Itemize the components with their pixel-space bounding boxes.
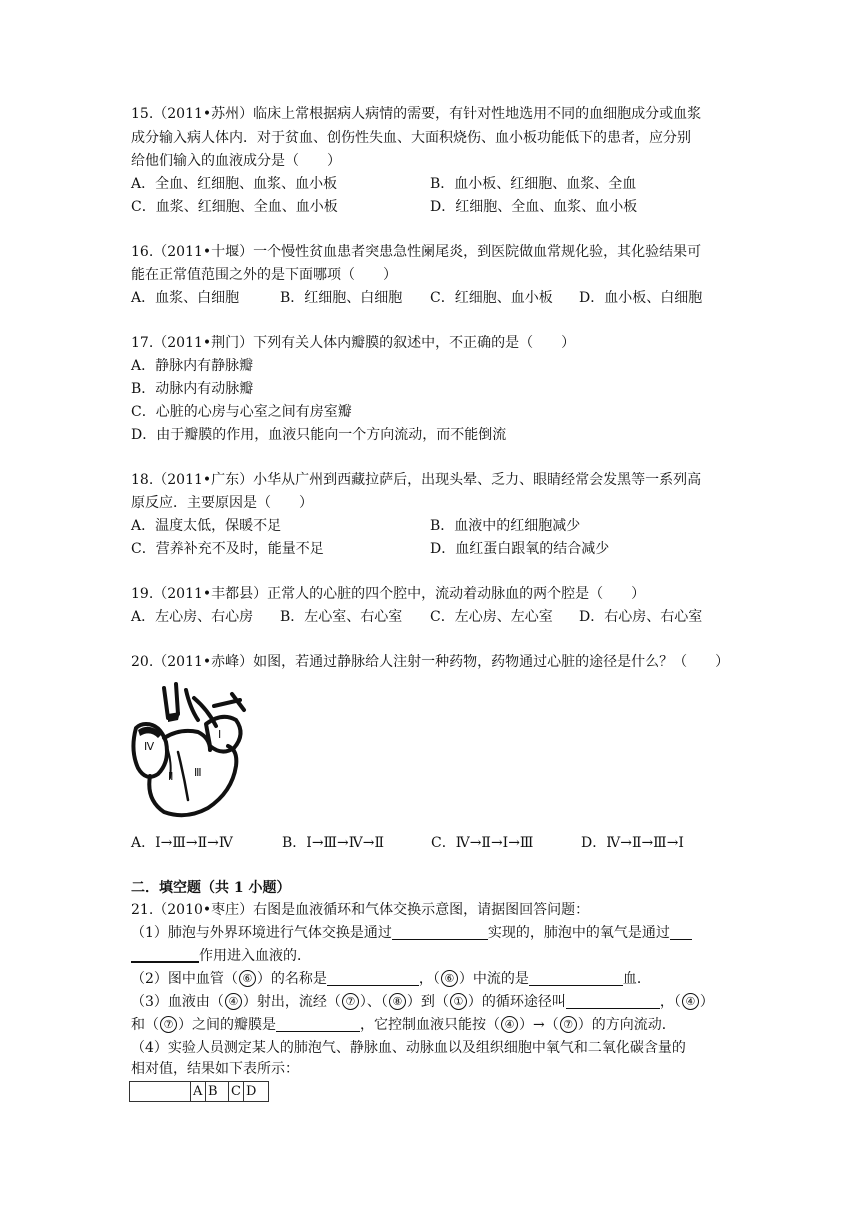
answer-blank[interactable] [276, 1017, 360, 1032]
circled-number: ⑦ [160, 1016, 177, 1033]
table-header: A [191, 1082, 206, 1102]
answer-blank[interactable] [670, 925, 692, 940]
q16-option-b[interactable]: B．红细胞、白细胞 [280, 290, 403, 306]
q21-p3-text: ）→（ [519, 1017, 559, 1033]
q21-part-3 [131, 992, 714, 1012]
q20-option-b[interactable]: B．Ⅰ→Ⅲ→Ⅳ→Ⅱ [282, 835, 385, 851]
q16-option-d[interactable]: D．血小板、白细胞 [579, 290, 703, 306]
circled-number: ④ [682, 993, 699, 1010]
q19-stem-line: 19.（2011•丰都县）正常人的心脏的四个腔中，流动着动脉血的两个腔是（ ） [131, 586, 646, 602]
table-header: C [229, 1082, 244, 1102]
circled-number: ⑦ [342, 993, 359, 1010]
q15-stem-line: 15.（2011•苏州）临床上常根据病人病情的需要，有针对性地选用不同的血细胞成分或血浆 [131, 106, 702, 122]
circled-number: ⑥ [239, 970, 256, 987]
q15-option-d[interactable]: D．红细胞、全血、血浆、血小板 [430, 199, 638, 215]
q20-stem-line: 20.（2011•赤峰）如图，若通过静脉给人注射一种药物，药物通过心脏的途径是什么？（ ） [131, 654, 730, 670]
q21-p3-text: ）之间的瓣膜是 [178, 1017, 276, 1033]
q21-p3-text: ，（ [659, 994, 681, 1010]
q20-option-c[interactable]: C．Ⅳ→Ⅱ→Ⅰ→Ⅲ [431, 835, 534, 851]
table-header: D [243, 1082, 268, 1102]
q21-p3-text: ）到（ [406, 994, 449, 1010]
table-header [130, 1082, 191, 1102]
q15-option-a[interactable]: A．全血、红细胞、血浆、血小板 [131, 176, 338, 192]
q21-p2-text: 血． [622, 971, 651, 987]
q15-stem-line: 成分输入病人体内．对于贫血、创伤性失血、大面积烧伤、血小板功能低下的患者，应分别 [131, 130, 691, 146]
q17-option-b[interactable]: B．动脉内有动脉瓣 [131, 381, 254, 397]
answer-blank[interactable] [131, 947, 199, 963]
q21-p1-text: 作用进入血液的． [199, 948, 311, 964]
answer-blank[interactable] [392, 925, 488, 940]
heart-label-iii: Ⅲ [194, 767, 202, 779]
section-title: 二．填空题（共 1 小题） [131, 880, 291, 896]
q21-part-1 [131, 923, 692, 943]
circled-number: ⑥ [441, 970, 458, 987]
q15-option-c[interactable]: C．血浆、红细胞、全血、血小板 [131, 199, 338, 215]
q19-option-b[interactable]: B．左心室、右心室 [280, 609, 403, 625]
table-row [130, 1082, 269, 1102]
q21-p2-text: ，（ [418, 971, 440, 987]
q21-part-1-cont [131, 946, 311, 966]
q15-stem-line: 给他们输入的血液成分是（ ） [131, 153, 341, 169]
q18-option-c[interactable]: C．营养补充不及时，能量不足 [131, 541, 324, 557]
q16-stem-line: 16.（2011•十堰）一个慢性贫血患者突患急性阑尾炎，到医院做血常规化验，其化验结果可 [131, 244, 702, 260]
answer-blank[interactable] [327, 971, 419, 986]
q17-option-c[interactable]: C．心脏的心房与心室之间有房室瓣 [131, 404, 352, 420]
q18-stem-line: 原反应．主要原因是（ ） [131, 495, 313, 511]
q18-stem-line: 18.（2011•广东）小华从广州到西藏拉萨后，出现头晕、乏力、眼睛经常会发黑等一系列高 [131, 472, 702, 488]
q17-option-a[interactable]: A．静脉内有静脉瓣 [131, 358, 254, 374]
q16-option-c[interactable]: C．红细胞、血小板 [430, 290, 553, 306]
q19-option-d[interactable]: D．右心房、右心室 [579, 609, 703, 625]
heart-diagram [128, 680, 260, 820]
q19-option-a[interactable]: A．左心房、右心房 [131, 609, 254, 625]
q17-stem-line: 17.（2011•荆门）下列有关人体内瓣膜的叙述中，不正确的是（ ） [131, 335, 576, 351]
q21-p3-text: ） [699, 994, 714, 1010]
q21-intro: 21.（2010•枣庄）右图是血液循环和气体交换示意图，请据图回答问题： [131, 902, 590, 918]
q17-option-d[interactable]: D．由于瓣膜的作用，血液只能向一个方向流动，而不能倒流 [131, 427, 507, 443]
answer-blank[interactable] [529, 971, 623, 986]
q21-p3-text: 和（ [131, 1017, 159, 1033]
q21-p3-text: ）射出，流经（ [242, 994, 341, 1010]
q18-option-b[interactable]: B．血液中的红细胞减少 [430, 518, 581, 534]
q15-option-b[interactable]: B．血小板、红细胞、血浆、全血 [430, 176, 637, 192]
q21-p3-text: ）、（ [359, 994, 388, 1010]
q18-option-a[interactable]: A．温度太低，保暖不足 [131, 518, 282, 534]
circled-number: ⑦ [560, 1016, 577, 1033]
heart-label-iv: Ⅳ [144, 741, 155, 753]
q21-p2-text: ）中流的是 [458, 971, 529, 987]
q21-part-2 [131, 969, 651, 989]
q16-option-a[interactable]: A．血浆、白细胞 [131, 290, 240, 306]
q21-p4-line: （4）实验人员测定某人的肺泡气、静脉血、动脉血以及组织细胞中氧气和二氧化碳含量的 [131, 1040, 686, 1056]
q21-p3-text: ）的方向流动． [577, 1017, 676, 1033]
q21-p1-text: （1）肺泡与外界环境进行气体交换是通过 [131, 925, 392, 941]
q21-p1-text: 实现的，肺泡中的氧气是通过 [487, 925, 670, 941]
q16-stem-line: 能在正常值范围之外的是下面哪项（ ） [131, 267, 397, 283]
q20-option-d[interactable]: D．Ⅳ→Ⅱ→Ⅲ→Ⅰ [581, 835, 684, 851]
data-table [129, 1081, 269, 1102]
q20-option-a[interactable]: A．Ⅰ→Ⅲ→Ⅱ→Ⅳ [131, 835, 233, 851]
circled-number: ④ [225, 993, 242, 1010]
q21-p3-text: ，它控制血液只能按（ [360, 1017, 500, 1033]
q18-option-d[interactable]: D．血红蛋白跟氧的结合减少 [430, 541, 610, 557]
circled-number: ① [450, 993, 467, 1010]
q21-p3-text: ）的循环途径叫 [467, 994, 566, 1010]
q21-part-3-cont [131, 1015, 676, 1035]
q21-p3-text: （3）血液由（ [131, 994, 224, 1010]
q21-p2-text: ）的名称是 [256, 971, 327, 987]
circled-number: ④ [501, 1016, 518, 1033]
answer-blank[interactable] [566, 994, 660, 1009]
q19-option-c[interactable]: C．左心房、左心室 [430, 609, 553, 625]
heart-label-ii: Ⅱ [168, 771, 174, 783]
q21-p4-line: 相对值，结果如下表所示： [131, 1061, 299, 1077]
table-header: B [206, 1082, 229, 1102]
heart-label-i: Ⅰ [218, 729, 222, 741]
q21-p2-text: （2）图中血管（ [131, 971, 238, 987]
circled-number: ⑧ [389, 993, 406, 1010]
